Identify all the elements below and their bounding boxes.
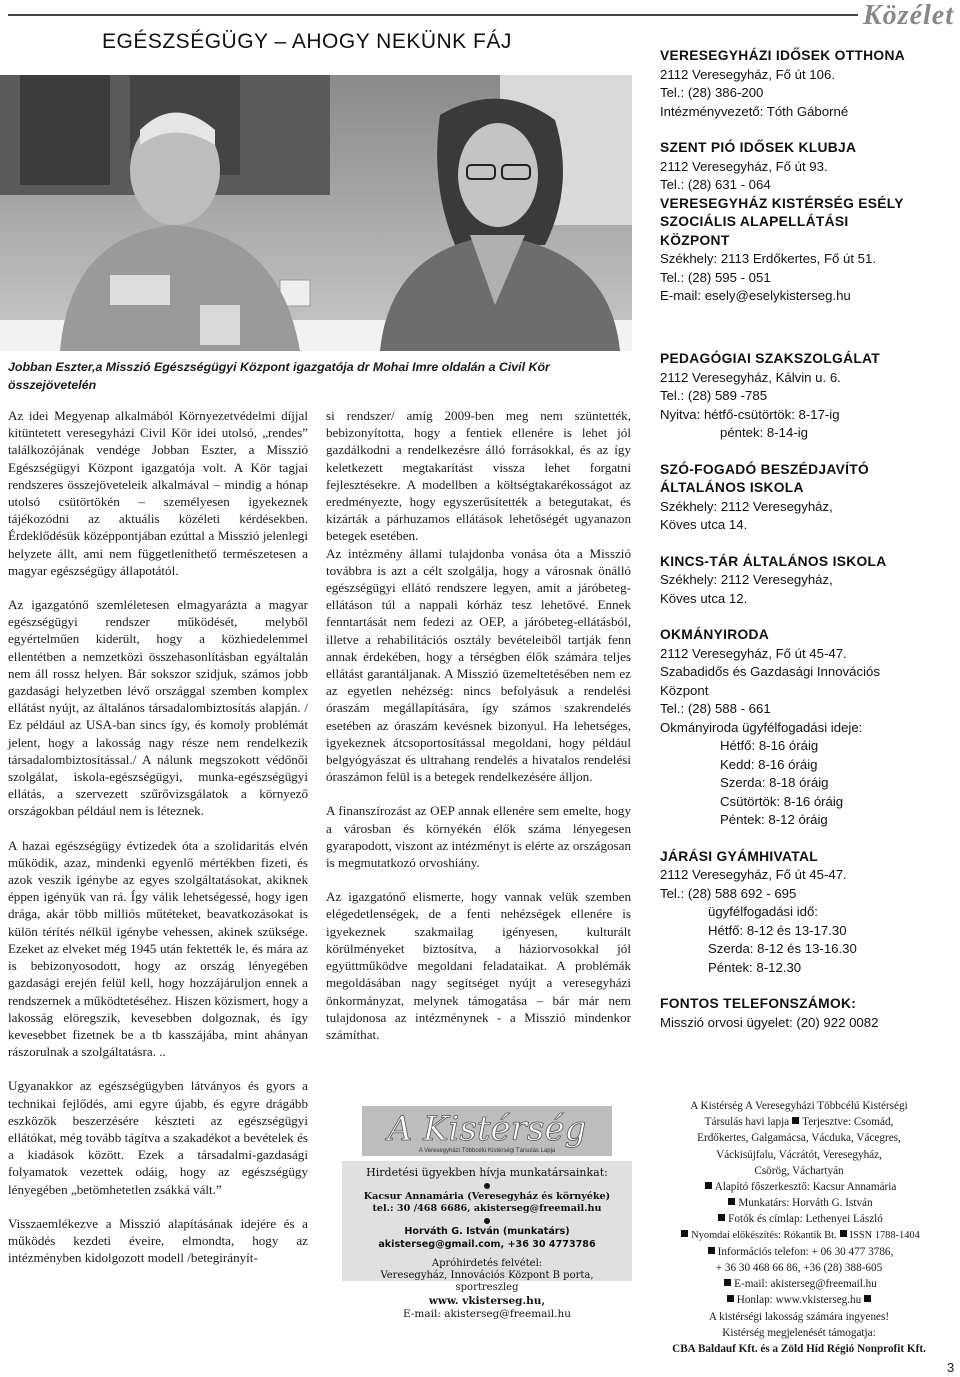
sidebar-line: Szerda: 8-12 és 13-16.30 xyxy=(708,941,857,956)
sidebar-heading: VERESEGYHÁZ KISTÉRSÉG ESÉLY xyxy=(660,195,904,211)
sidebar-line: Székhely: 2112 Veresegyház, xyxy=(660,498,833,514)
article-paragraph: Az igazgatónő szemléletesen elmagyarázta a magyar egészségügyi rendszer működését, melyből egyértelműen kiderült, hogy a közhiedelemmel ellentétben a nemzetközi összehasonlításban egyáltalán nem áll rossz helyen. Bár sokszor szidjuk, számos jobb gazdasági helyzetben lévő országgal szemben komplex ellátást nyújt, az általános társadalombiztosítás alapján. / Ez például az USA-ban sincs így, és komoly problémát jelent, hogy a lakosság nagy része nem rendelkezik társadalombiztosítással./ A nálunk megszokott védőnői szolgálat, iskola-egészségügyi, munka-egészségügyi ellátás, a szervezett szűrővizsgálatok a környező országokban például nem is léteznek. xyxy=(8,597,308,819)
imprint-line xyxy=(644,1114,954,1130)
article-paragraph: A finanszírozást az OEP annak ellenére sem emelte, hogy a városban és környékén élők száma lényegesen gyarapodott, viszont az intézményt is elérte az országosan is megmutatkozó orvoshiány. xyxy=(326,803,631,871)
imprint-line xyxy=(644,1292,954,1308)
square-bullet-icon xyxy=(724,1279,731,1286)
square-bullet-icon xyxy=(705,1182,712,1189)
sidebar-line xyxy=(660,121,955,139)
imprint-text: Alapító főszerkesztő: Kacsur Annamária xyxy=(714,1181,897,1194)
ad-website[interactable]: www. vkisterseg.hu, xyxy=(428,1295,546,1307)
article-column-2 xyxy=(326,407,631,1060)
square-bullet-icon xyxy=(792,1117,799,1124)
imprint-text: Terjesztve: Csomád, xyxy=(802,1116,894,1129)
imprint-website[interactable]: Honlap: www.vkisterseg.hu xyxy=(736,1294,862,1307)
photo-caption: Jobban Eszter,a Misszió Egészségügyi Központ igazgatója dr Mohai Imre oldalán a Civil Kör összejövetelén xyxy=(8,360,550,392)
sidebar-line: Hétfő: 8-16 óráig xyxy=(720,738,819,753)
imprint-line: A kistérségi lakosság számára ingyenes! xyxy=(708,1310,890,1323)
sidebar-line xyxy=(660,535,955,553)
sidebar-line xyxy=(660,977,955,995)
sidebar-line xyxy=(660,830,955,848)
imprint-box xyxy=(644,1098,954,1357)
sidebar-heading: PEDAGÓGIAI SZAKSZOLGÁLAT xyxy=(660,351,881,366)
page-number: 3 xyxy=(947,1360,955,1375)
sidebar-heading: OKMÁNYIRODA xyxy=(660,627,770,642)
article-column-1 xyxy=(8,407,308,1283)
imprint-text: Társulás havi lapja xyxy=(704,1116,790,1129)
article-photo xyxy=(0,75,632,351)
imprint-line: + 36 30 468 66 86, +36 (28) 388-605 xyxy=(715,1262,883,1275)
sidebar-line xyxy=(660,443,955,461)
article-paragraph: A hazai egészségügy évtizedek óta a szolidaritás elvén működik, azaz, mindenki egyenlő mértékben fizeti, és azok veszik igénybe az egyes szolgáltatásokat, akiknek éppen igényük van rá. Így válik lehetségessé, hogy igen drága, akár több milliós műtéteket, beavatkozásokat is külön térítés nélkül igénybe vehessen, akinek szüksége. Ezeket az elveket még 1945 után fektették le, és mára az is bebizonyosodott, hogy az ország lényegében gazdasági erején felül kell, hogy hozzájáruljon ennek a rendszernek a működtetéséhez. Hiszen közismert, hogy a lakosság elöregszik, kevesebben dolgoznak, és így kevesebbet fizetnek be a tb kasszájába, mint ahányan rászorulnak a szolgáltatásra. .. xyxy=(8,837,308,1060)
ad-graphic xyxy=(342,1106,632,1334)
imprint-line: CBA Baldauf Kft. és a Zöld Híd Régió Nonprofit Kft. xyxy=(672,1343,926,1356)
square-bullet-icon xyxy=(681,1230,688,1237)
bullet-icon xyxy=(484,1218,490,1224)
sidebar-line: 2112 Veresegyház, Kálvin u. 6. xyxy=(660,369,841,385)
sidebar-line xyxy=(660,608,955,626)
article-paragraph: si rendszer/ amíg 2009-ben meg nem szüntették, bebizonyította, hogy a fentiek ellenére is lehet jól gazdálkodni a rendelkezésre álló forrásokkal, és az így keletkezett megtakarítást vissza lehet forgatni fejlesztésekre. A modellben a költségtakarékosságot az eredményezte, hogy egyszerűsítették a betegutakat, és kizárták a párhuzamos ellátások lehetőségét ugyanazon betegek esetében. xyxy=(326,408,631,544)
imprint-text: Információs telefon: + 06 30 477 3786, xyxy=(717,1245,894,1258)
imprint-email[interactable]: E-mail: akisterseg@freemail.hu xyxy=(734,1278,877,1291)
sidebar-line: Okmányiroda ügyfélfogadási ideje: xyxy=(660,719,863,735)
square-bullet-icon xyxy=(727,1295,734,1302)
imprint-line xyxy=(644,1244,954,1260)
sidebar-heading: SZENT PIÓ IDŐSEK KLUBJA xyxy=(660,140,857,155)
sidebar-heading: FONTOS TELEFONSZÁMOK: xyxy=(660,996,857,1011)
sidebar-line: Péntek: 8-12 óráig xyxy=(720,812,828,827)
sidebar-line: Tel.: (28) 595 - 051 xyxy=(660,269,771,285)
sidebar-line: 2112 Veresegyház, Fő út 106. xyxy=(660,66,835,82)
square-bullet-icon xyxy=(708,1247,715,1254)
sidebar-heading: JÁRÁSI GYÁMHIVATAL xyxy=(660,848,818,864)
sidebar-contacts-top xyxy=(660,47,955,306)
imprint-line: Erdőkertes, Galgamácsa, Vácduka, Vácegres, xyxy=(697,1132,901,1145)
imprint-line xyxy=(644,1211,954,1227)
ad-logo-subtitle: A Veresegyházi Többcélú Kistérségi Társulás Lapja xyxy=(418,1148,556,1154)
square-bullet-icon xyxy=(718,1214,725,1221)
article-paragraph: Visszaemlékezve a Misszió alapításának idejére és a működés kezdeti éveire, elmondta, hogy az intézményben kidolgozott modell /betegirányít- xyxy=(8,1215,308,1266)
article-paragraph: Az igazgatónő elismerte, hogy vannak velük szemben elégedetlenségek, de a fenti nehézségek ellenére is igyekeznek szakmailag igényesen, kulturált körülményeket biztosítva, a háziorvosokkal jól együttműködve megoldani feladataikat. A problémák megoldásában nagy segítséget nyújt a veresegyházi önkormányzat, melynek támogatása – bár már nem tulajdonosa az intézménynek - a Misszió mindenkor számíthat. xyxy=(326,889,631,1042)
sidebar-heading: SZOCIÁLIS ALAPELLÁTÁSI xyxy=(660,214,849,229)
article-paragraph: Az intézmény állami tulajdonba vonása óta a Misszió továbbra is azt a célt szolgálja, hogy a városnak önálló egészségügyi ellátó rendszere legyen, amit a járóbeteg-ellátáson túl a nappali kórház tesz lehetővé. Ennek fenntartását nem fedezi az OEP, a járóbeteg-ellátásból, illetve a rehabilitációs osztály bevételeiből tartják fenn annak érdekében, hogy a térségben élők számára teljes ellátást garantáljanak. A Misszió üzemeltetésében nem ez az egyetlen nehézség: nincs befolyásuk a rendelési óraszám megállapítására, így számos szakrendelés esetében az óraszám kevésnek bizonyul. Ha lehetséges, igyekeznek átcsoportosítással megoldani, hogy például belgyógyászat és ultrahang rendelés a hivatalos rendelési óraszámon felül is a betegek rendelkezésére álljon. xyxy=(326,545,631,785)
square-bullet-icon xyxy=(840,1230,847,1237)
imprint-line xyxy=(644,1276,954,1292)
sidebar-line: Tel.: (28) 588 692 - 695 xyxy=(660,885,797,901)
header-rule xyxy=(8,14,858,16)
sidebar-line: Kedd: 8-16 óráig xyxy=(720,756,818,772)
sidebar-line: Székhely: 2113 Erdőkertes, Fő út 51. xyxy=(660,251,877,266)
ad-line: tel.: 30 /468 6686, akisterseg@freemail.hu xyxy=(372,1203,602,1214)
imprint-text: Nyomdai előkészítés: Rókantik Bt. xyxy=(691,1229,837,1241)
section-title: Közélet xyxy=(863,0,954,31)
ad-line: Hirdetési ügyekben hívja munkatársainkat: xyxy=(366,1166,608,1179)
sidebar-line: Tel.: (28) 631 - 064 xyxy=(660,177,771,192)
square-bullet-icon xyxy=(864,1295,871,1302)
sidebar-line: Intézményvezető: Tóth Gáborné xyxy=(660,103,849,119)
sidebar-line: Köves utca 12. xyxy=(660,590,748,606)
sidebar-line: 2112 Veresegyház, Fő út 45-47. xyxy=(660,645,847,661)
ad-line: Horváth G. István (munkatárs) xyxy=(404,1226,570,1237)
imprint-line xyxy=(644,1228,954,1244)
imprint-line: Kistérség megjelenését támogatja: xyxy=(722,1326,876,1339)
square-bullet-icon xyxy=(728,1198,735,1205)
article-paragraph: Ugyanakkor az egészségügyben látványos és gyors a technikai fejlődés, ami egyre újabb, és egyre drágább eszközök beszerzésére készteti az egészségügyi ellátókat, még tovább tágítva a szakadékot a bevételek és a kiadások között. Ezek a társadalmi-gazdasági folyamatok vezettek odáig, hogy az egészségügy lényegében „betömhetetlen zsákká vált.” xyxy=(8,1078,308,1197)
kisterseg-advertisement xyxy=(342,1106,632,1334)
sidebar-line: 2112 Veresegyház, Fő út 93. xyxy=(660,158,828,174)
ad-line: sportreszleg xyxy=(455,1282,519,1293)
imprint-line: Váckisújfalu, Vácrátót, Veresegyház, xyxy=(716,1148,882,1161)
sidebar-line: Köves utca 14. xyxy=(660,517,748,532)
sidebar-line: Csütörtök: 8-16 óráig xyxy=(720,793,844,809)
sidebar-line: Péntek: 8-12.30 xyxy=(708,959,802,975)
photo-illustration xyxy=(0,75,632,351)
ad-logo: A Kistérség xyxy=(387,1109,587,1149)
sidebar-line: Tel.: (28) 386-200 xyxy=(660,85,764,100)
sidebar-line: E-mail: esely@eselykisterseg.hu xyxy=(660,288,851,303)
sidebar-line: Szabadidős és Gazdasági Innovációs xyxy=(660,664,880,679)
sidebar-line: Nyitva: hétfő-csütörtök: 8-17-ig xyxy=(660,406,840,422)
sidebar-line: ügyfélfogadási idő: xyxy=(708,904,818,919)
sidebar-line: Hétfő: 8-12 és 13-17.30 xyxy=(708,922,847,938)
imprint-text: ISSN 1788-1404 xyxy=(849,1229,920,1241)
sidebar-heading: KINCS-TÁR ÁLTALÁNOS ISKOLA xyxy=(660,553,887,569)
sidebar-heading: KÖZPONT xyxy=(660,232,730,248)
sidebar-line: Misszió orvosi ügyelet: (20) 922 0082 xyxy=(660,1014,879,1030)
imprint-line: Csörög, Váchartyán xyxy=(754,1164,844,1177)
imprint-text: Fotók és címlap: Lethenyei László xyxy=(728,1213,883,1226)
imprint-line: A Kistérség A Veresegyházi Többcélú Kistérségi xyxy=(690,1100,908,1112)
sidebar-line: péntek: 8-14-ig xyxy=(720,425,808,440)
ad-email[interactable]: E-mail: akisterseg@freemail.hu xyxy=(403,1308,571,1320)
sidebar-line: 2112 Veresegyház, Fő út 45-47. xyxy=(660,867,847,882)
imprint-text: Munkatárs: Horváth G. István xyxy=(738,1197,873,1210)
article-headline: EGÉSZSÉGÜGY – AHOGY NEKÜNK FÁJ xyxy=(102,30,512,53)
ad-line: akisterseg@gmail.com, +36 30 4773786 xyxy=(378,1239,596,1250)
imprint-line xyxy=(644,1195,954,1211)
sidebar-line: Székhely: 2112 Veresegyház, xyxy=(660,572,833,587)
sidebar-heading: SZÓ-FOGADÓ BESZÉDJAVÍTÓ xyxy=(660,461,870,477)
sidebar-heading: VERESEGYHÁZI IDŐSEK OTTHONA xyxy=(660,48,905,63)
ad-line: Veresegyház, Innovációs Központ B porta, xyxy=(380,1270,594,1281)
sidebar-line: Központ xyxy=(660,682,709,698)
ad-line: Apróhirdetés felvétel: xyxy=(431,1258,543,1269)
sidebar-heading: ÁLTALÁNOS ISKOLA xyxy=(660,480,804,495)
sidebar-line: Tel.: (28) 589 -785 xyxy=(660,388,768,403)
ad-line: Kacsur Annamária (Veresegyház és környéke) xyxy=(363,1191,611,1202)
bullet-icon xyxy=(484,1183,490,1189)
sidebar-contacts-bottom xyxy=(660,350,955,1032)
article-paragraph: Az idei Megyenap alkalmából Környezetvédelmi díjjal kitüntetett veresegyházi Civil Kör idei utolsó, „rendes” találkozójának vendége Jobban Eszter, a Misszió Egészségügyi Központ igazgatója volt. A Kör tagjai rendszeres összejöveteleik alkalmával – mindig a hónap utolsó csütörtökén – személyesen igyekeznek tájékozódni az aktuális közéleti kérdésekben. Érdeklődésük középpontjában ezúttal a Misszió jelenlegi helyzete állt, ami nem függetleníthető természetesen a magyar egészségügy állapotától. xyxy=(8,408,308,578)
imprint-line xyxy=(644,1179,954,1195)
sidebar-line: Tel.: (28) 588 - 661 xyxy=(660,701,771,716)
sidebar-line: Szerda: 8-18 óráig xyxy=(720,775,829,790)
